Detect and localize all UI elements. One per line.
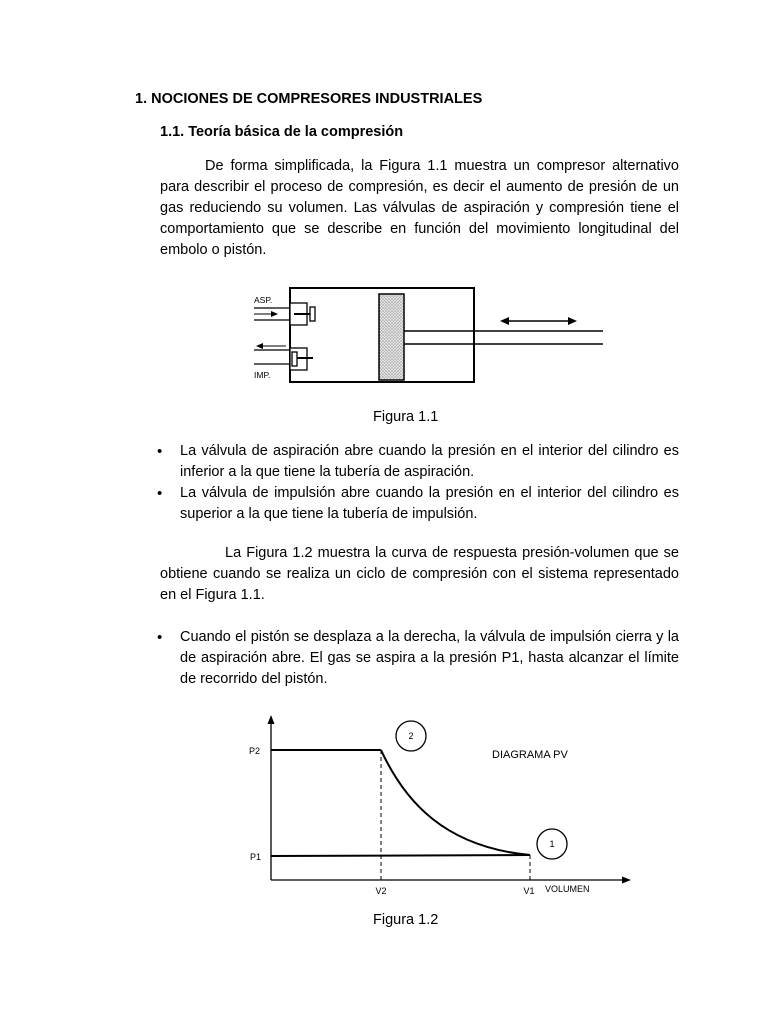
point-1-label: 1 — [549, 839, 555, 849]
p1-line — [271, 855, 530, 856]
x-label-v2: V2 — [375, 886, 387, 896]
suction-valve — [254, 303, 315, 325]
compressor-diagram — [250, 286, 610, 386]
piston-bullet-list — [160, 627, 679, 690]
label-asp: ASP. — [254, 295, 273, 305]
section-title: 1. NOCIONES DE COMPRESORES INDUSTRIALES — [135, 91, 483, 107]
figure-2-caption: Figura 1.2 — [373, 912, 439, 928]
diagram-title: DIAGRAMA PV — [492, 749, 568, 761]
y-label-p1: P1 — [250, 852, 262, 862]
x-axis-label: VOLUMEN — [545, 884, 590, 894]
discharge-valve — [254, 343, 313, 370]
valve-bullet-list — [160, 441, 679, 525]
label-imp: IMP. — [254, 370, 271, 380]
subsection-title: 1.1. Teoría básica de la compresión — [160, 124, 404, 140]
piston — [379, 294, 404, 380]
pv-diagram — [245, 712, 635, 902]
figure-1-caption: Figura 1.1 — [373, 409, 439, 425]
y-label-p2: P2 — [249, 746, 261, 756]
pv-paragraph: La Figura 1.2 muestra la curva de respuesta presión-volumen que se obtiene cuando se realiza un ciclo de compresión con el sistema representado en el Figura 1.1. — [160, 545, 679, 603]
compression-curve — [381, 750, 530, 855]
list-item: • La válvula de aspiración abre cuando la presión en el interior del cilindro es inferior a la que tiene la tubería de aspiración. — [160, 441, 679, 483]
point-2-label: 2 — [408, 731, 414, 741]
list-item: • La válvula de impulsión abre cuando la presión en el interior del cilindro es superior a la que tiene la tubería de impulsión. — [160, 483, 679, 525]
intro-paragraph: De forma simplificada, la Figura 1.1 muestra un compresor alternativo para describir el proceso de compresión, es decir el aumento de presión de un gas reduciendo su volumen. Las válvulas de aspiración y compresión tiene el comportamiento que se describe en función del movimiento longitudinal del embolo o pistón. — [160, 158, 679, 258]
list-item: • Cuando el pistón se desplaza a la derecha, la válvula de impulsión cierra y la de aspiración abre. El gas se aspira a la presión P1, hasta alcanzar el límite de recorrido del pistón. — [160, 627, 679, 690]
x-label-v1: V1 — [523, 886, 535, 896]
